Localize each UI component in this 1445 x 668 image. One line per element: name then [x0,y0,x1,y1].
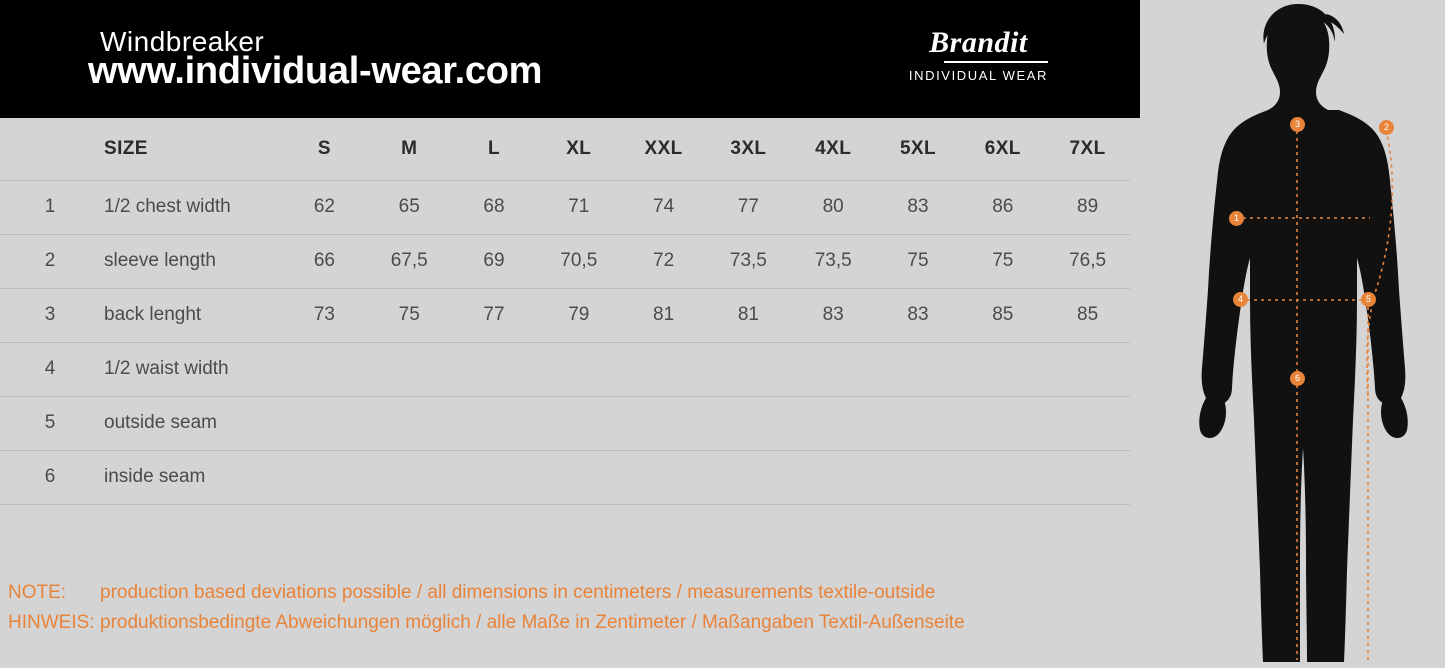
note-row-de [8,608,965,638]
cell-value: 73,5 [791,234,876,288]
brand-logo [909,28,1048,83]
cell-value: 69 [452,234,537,288]
cell-value [876,396,961,450]
cell-value: 73 [282,288,367,342]
cell-value [960,450,1045,504]
cell-value [1045,342,1130,396]
header-spacer [0,118,100,180]
cell-value [960,342,1045,396]
header-bar [0,0,1140,118]
column-header-m: M [367,118,452,180]
table-header-row [0,118,1130,180]
brand-underline [944,61,1048,63]
cell-value [1045,450,1130,504]
row-number: 3 [0,288,100,342]
cell-value [367,396,452,450]
cell-value: 83 [791,288,876,342]
cell-value [452,396,537,450]
column-header-l: L [452,118,537,180]
cell-value: 86 [960,180,1045,234]
cell-value: 74 [621,180,706,234]
cell-value [791,396,876,450]
cell-value [621,342,706,396]
row-label: back lenght [100,288,282,342]
product-name: Windbreaker [100,26,265,57]
website-title: www.individual-wear.com [88,50,543,92]
cell-value: 75 [876,234,961,288]
cell-value: 81 [621,288,706,342]
cell-value: 89 [1045,180,1130,234]
table-row [0,234,1130,288]
cell-value: 85 [960,288,1045,342]
column-header-5xl: 5XL [876,118,961,180]
column-header-size: SIZE [100,118,282,180]
marker-6: 6 [1290,371,1305,386]
body-silhouette [1140,0,1445,668]
marker-2: 2 [1379,120,1394,135]
column-header-xxl: XXL [621,118,706,180]
row-number: 6 [0,450,100,504]
cell-value [536,450,621,504]
cell-value [706,450,791,504]
marker-3: 3 [1290,117,1305,132]
table-row [0,450,1130,504]
column-header-6xl: 6XL [960,118,1045,180]
row-label: inside seam [100,450,282,504]
row-number: 2 [0,234,100,288]
notes-block [8,578,965,638]
brand-name: Brandit [929,26,1028,59]
cell-value [282,450,367,504]
row-number: 1 [0,180,100,234]
cell-value [960,396,1045,450]
measurement-figure [1140,0,1445,668]
cell-value [452,450,537,504]
cell-value [367,450,452,504]
cell-value: 65 [367,180,452,234]
cell-value: 71 [536,180,621,234]
note-text-de: produktionsbedingte Abweichungen möglich / alle Maße in Zentimeter / Maßangaben Textil-Außenseite [100,612,965,633]
cell-value: 81 [706,288,791,342]
size-table [0,118,1130,505]
cell-value: 83 [876,180,961,234]
note-row-en [8,578,965,608]
cell-value [536,396,621,450]
cell-value: 72 [621,234,706,288]
marker-1: 1 [1229,211,1244,226]
row-label: sleeve length [100,234,282,288]
cell-value [536,342,621,396]
column-header-s: S [282,118,367,180]
cell-value: 70,5 [536,234,621,288]
cell-value: 66 [282,234,367,288]
row-label: 1/2 chest width [100,180,282,234]
cell-value [706,396,791,450]
note-text-en: production based deviations possible / all dimensions in centimeters / measurements textile-outside [100,582,936,603]
column-header-4xl: 4XL [791,118,876,180]
cell-value [621,396,706,450]
cell-value: 76,5 [1045,234,1130,288]
cell-value: 68 [452,180,537,234]
marker-5: 5 [1361,292,1376,307]
note-key-de: HINWEIS: [8,612,95,633]
size-table-wrap [0,118,1140,505]
column-header-xl: XL [536,118,621,180]
cell-value [1045,396,1130,450]
cell-value [452,342,537,396]
cell-value: 67,5 [367,234,452,288]
table-row [0,288,1130,342]
cell-value: 75 [960,234,1045,288]
row-number: 5 [0,396,100,450]
cell-value: 79 [536,288,621,342]
cell-value: 80 [791,180,876,234]
marker-4: 4 [1233,292,1248,307]
cell-value: 77 [706,180,791,234]
row-label: 1/2 waist width [100,342,282,396]
table-row [0,342,1130,396]
brand-tagline: INDIVIDUAL WEAR [908,68,1048,83]
row-number: 4 [0,342,100,396]
table-row [0,396,1130,450]
cell-value [876,450,961,504]
cell-value [621,450,706,504]
cell-value [706,342,791,396]
cell-value: 73,5 [706,234,791,288]
cell-value: 83 [876,288,961,342]
note-key-en: NOTE: [8,582,67,603]
table-row [0,180,1130,234]
cell-value [367,342,452,396]
column-header-7xl: 7XL [1045,118,1130,180]
cell-value: 85 [1045,288,1130,342]
cell-value: 62 [282,180,367,234]
cell-value: 77 [452,288,537,342]
cell-value [791,342,876,396]
row-label: outside seam [100,396,282,450]
cell-value [282,396,367,450]
column-header-3xl: 3XL [706,118,791,180]
cell-value [791,450,876,504]
cell-value [282,342,367,396]
cell-value [876,342,961,396]
cell-value: 75 [367,288,452,342]
